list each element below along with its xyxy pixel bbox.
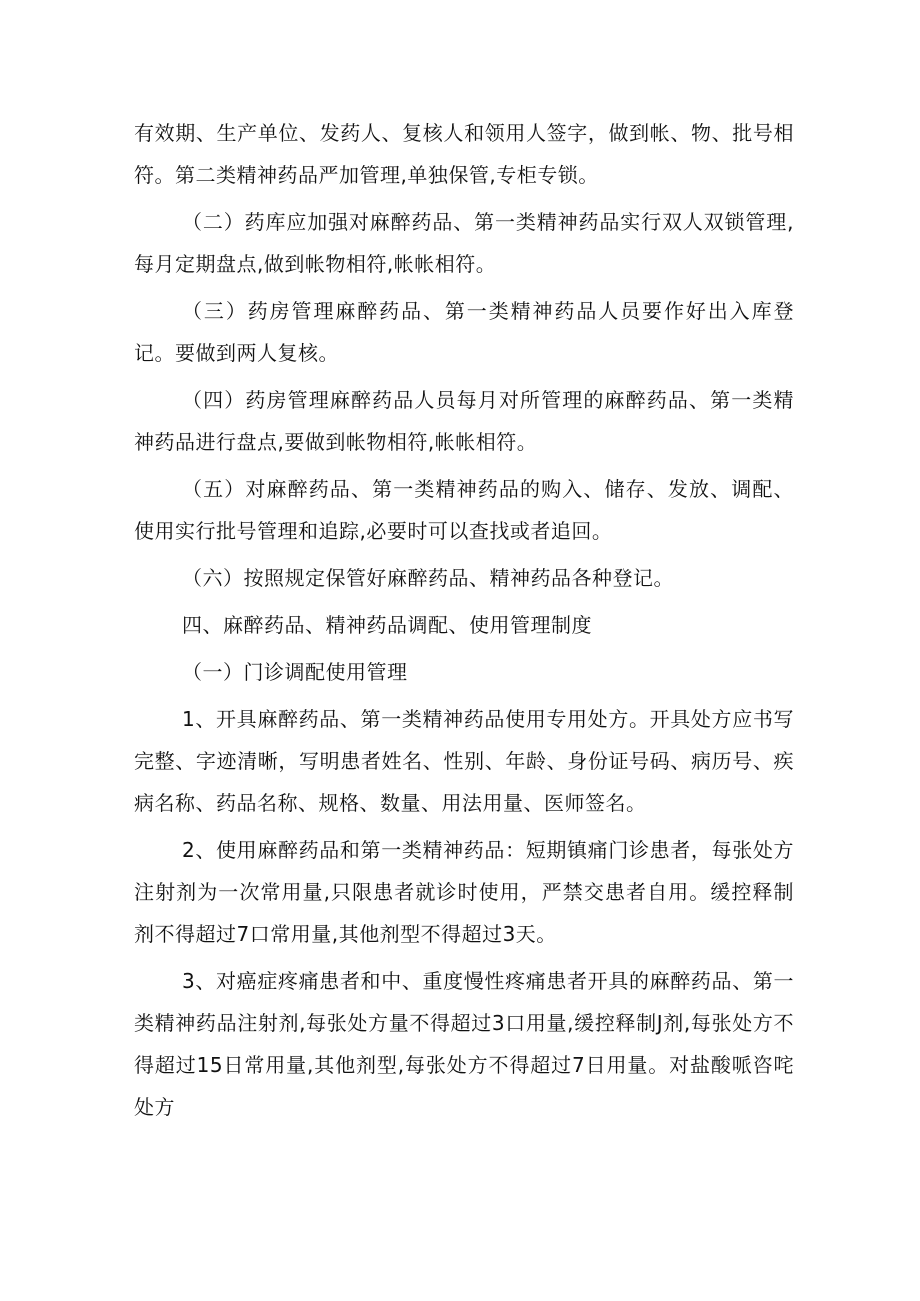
paragraph-continued-signature: 有效期、生产单位、发药人、复核人和领用人签字，做到帐、物、批号相符。第二类精神药品严加管理,单独保管,专柜专锁。: [134, 121, 794, 187]
paragraph-item-5: （五）对麻醉药品、第一类精神药品的购入、储存、发放、调配、使用实行批号管理和追踪,必要时可以查找或者追回。: [134, 477, 794, 543]
paragraph-item-2: （二）药库应加强对麻醉药品、第一类精神药品实行双人双锁管理,每月定期盘点,做到帐物相符,帐帐相符。: [134, 210, 794, 276]
subsection-heading-outpatient: （一）门诊调配使用管理: [182, 660, 408, 684]
paragraph-item-6: （六）按照规定保管好麻醉药品、精神药品各种登记。: [182, 566, 674, 590]
paragraph-item-4: （四）药房管理麻醉药品人员每月对所管理的麻醉药品、第一类精神药品进行盘点,要做到帐物相符,帐帐相符。: [134, 388, 794, 454]
section-heading-4: 四、麻醉药品、精神药品调配、使用管理制度: [182, 613, 592, 637]
paragraph-rule-2: 2、使用麻醉药品和第一类精神药品：短期镇痛门诊患者，每张处方注射剂为一次常用量,只限患者就诊时使用，严禁交患者自用。缓控释制剂不得超过7口常用量,其他剂型不得超过3天。: [134, 838, 794, 946]
paragraph-item-3: （三）药房管理麻醉药品、第一类精神药品人员要作好出入库登记。要做到两人复核。: [134, 299, 794, 365]
paragraph-rule-1: 1、开具麻醉药品、第一类精神药品使用专用处方。开具处方应书写完整、字迹清晰，写明患者姓名、性别、年龄、身份证号码、病历号、疾病名称、药品名称、规格、数量、用法用量、医师签名。: [134, 707, 794, 815]
paragraph-rule-3: 3、对癌症疼痛患者和中、重度慢性疼痛患者开具的麻醉药品、第一类精神药品注射剂,每张处方量不得超过3口用量,缓控释制J剂,每张处方不得超过15日常用量,其他剂型,每张处方不得超过7日用量。对盐酸哌咨咤处方: [134, 969, 794, 1119]
document-body: [134, 112, 794, 1128]
